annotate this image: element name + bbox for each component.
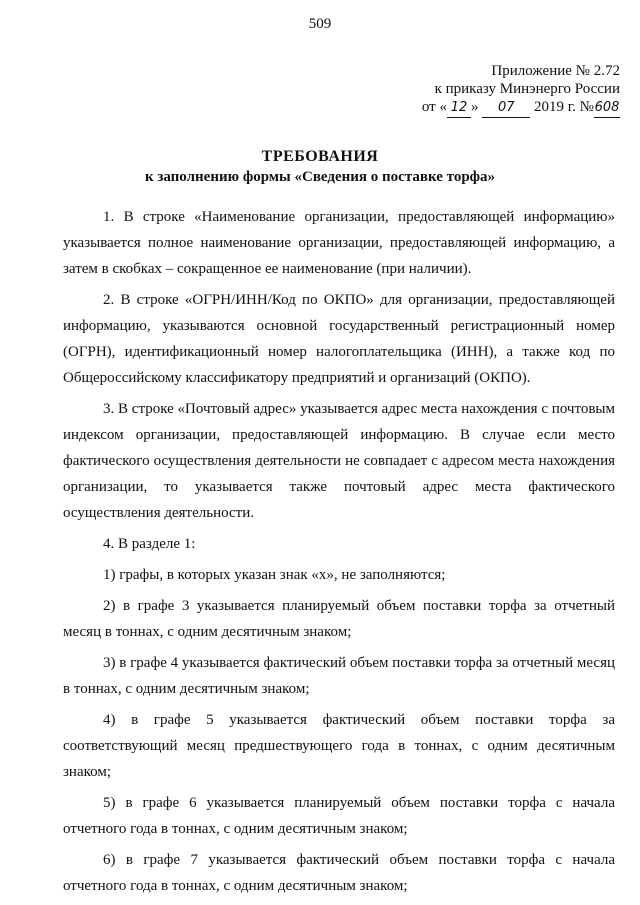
- list-item-1: 1) графы, в которых указан знак «х», не заполняются;: [103, 567, 446, 583]
- paragraph-2: 2. В строке «ОГРН/ИНН/Код по ОКПО» для организации, предоставляющей информацию, указываются основной государственный регистрационный номер (ОГРН), идентификационный номер налогоплательщика (ИНН), а также код по Общероссийскому классификатору предприятий и организаций (ОКПО).: [63, 292, 615, 386]
- appendix-line-2: к приказу Минэнерго России: [434, 81, 620, 97]
- body-text: [63, 204, 615, 904]
- list-item-5: 5) в графе 6 указывается планируемый объем поставки торфа с начала отчетного года в тоннах, с одним десятичным знаком;: [63, 795, 615, 837]
- page-number: 509: [308, 16, 332, 32]
- date-quote-close: »: [470, 99, 479, 115]
- document-subtitle: к заполнению формы «Сведения о поставке торфа»: [144, 169, 496, 185]
- date-month: 07: [482, 99, 530, 118]
- order-number: 608: [594, 99, 620, 118]
- paragraph-1: 1. В строке «Наименование организации, предоставляющей информацию» указывается полное наименование организации, предоставляющей информацию, а затем в скобках – сокращенное ее наименование (при наличии).: [63, 209, 615, 277]
- date-day: 12: [447, 99, 471, 118]
- heading: [0, 148, 640, 186]
- list-item-2: 2) в графе 3 указывается планируемый объем поставки торфа за отчетный месяц в тоннах, с одним десятичным знаком;: [63, 598, 615, 640]
- date-year: 2019 г. №: [533, 99, 594, 115]
- appendix-reference: [400, 62, 620, 118]
- appendix-date-line: [400, 98, 620, 118]
- paragraph-4: 4. В разделе 1:: [103, 536, 196, 552]
- date-prefix: от «: [421, 99, 447, 115]
- list-item-3: 3) в графе 4 указывается фактический объем поставки торфа за отчетный месяц в тоннах, с одним десятичным знаком;: [63, 655, 615, 697]
- appendix-line-1: Приложение № 2.72: [491, 63, 620, 79]
- list-item-4: 4) в графе 5 указывается фактический объем поставки торфа за соответствующий месяц предшествующего года в тоннах, с одним десятичным знаком;: [63, 712, 615, 780]
- document-title: ТРЕБОВАНИЯ: [261, 148, 379, 165]
- paragraph-3: 3. В строке «Почтовый адрес» указывается адрес места нахождения с почтовым индексом организации, предоставляющей информацию. В случае если место фактического осуществления деятельности не совпадает с адресом места нахождения организации, то указывается также почтовый адрес места фактического осуществления деятельности.: [63, 401, 615, 521]
- list-item-6: 6) в графе 7 указывается фактический объем поставки торфа с начала отчетного года в тоннах, с одним десятичным знаком;: [63, 852, 615, 894]
